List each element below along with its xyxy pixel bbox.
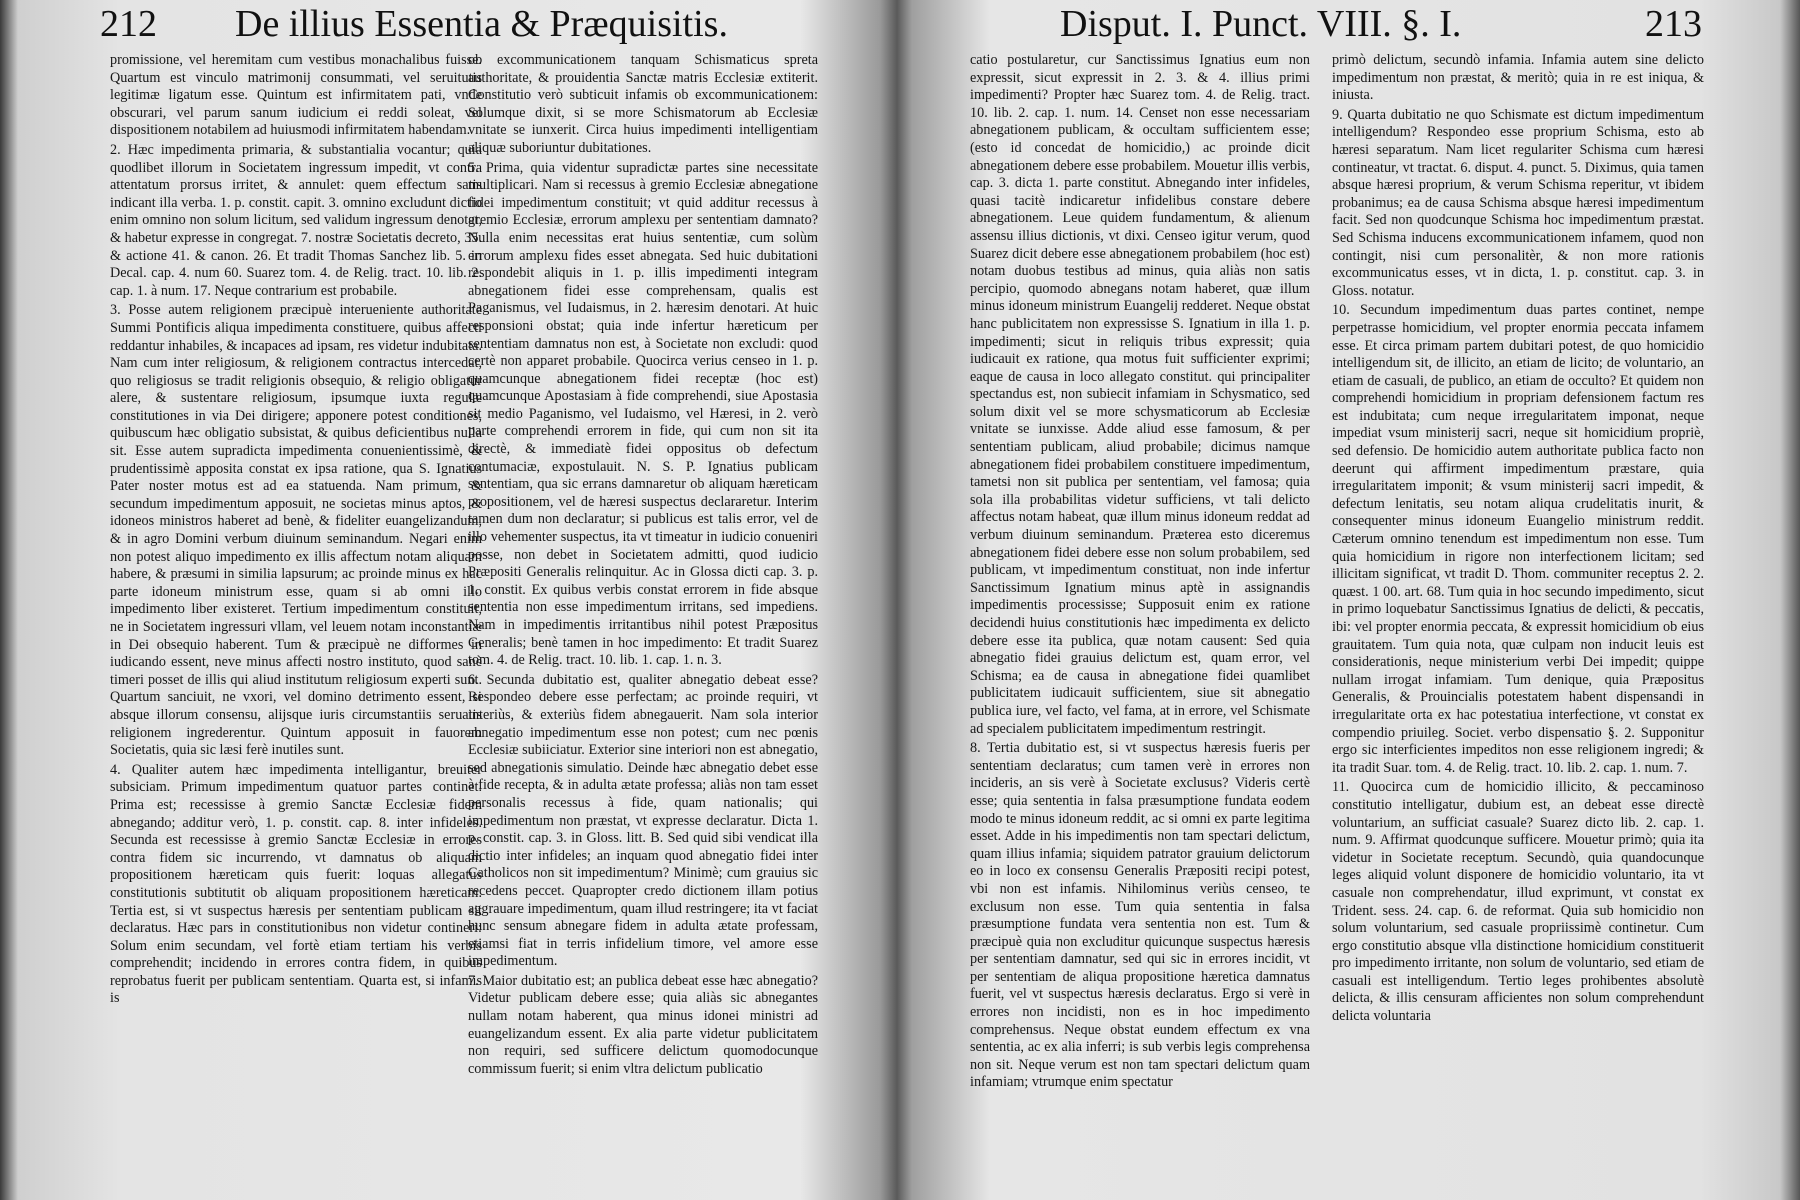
paragraph: 9. Quarta dubitatio ne quo Schismate est dictum impedimentum intelligendum? Respondeo esse proprium Schisma, esto ab hæresi separatum. Nam licet regulariter Schisma cum hæresi contineatur, vt tractat. 6. disput. 4. punct. 5. Diximus, quia tamen absque hæresi proprium, & verum Schisma reperitur, vt ibidem probanimus; ea de causa Schisma absque hæresi impedimentum facit. Sed non quodcunque Schisma hoc impedimentum præstat. Sed Schisma inducens excommunicationem infamem, quod non contingit, nisi cum personalitèr, & non more rationis excommunicatus esses, vt in dicta, 1. p. constitut. cap. 3. in Gloss. notatur.: [1332, 106, 1704, 299]
text-column-right: [468, 52, 818, 1190]
paragraph: 10. Secundum impedimentum duas partes continet, nempe perpetrasse homicidium, vel propter enormia peccata infamem esse. Et circa primam partem dubitari potest, de quo homicidio intelligendum sit, de illicito, an etiam de licito; de voluntario, an etiam de casuali, de publico, an etiam de occulto? Et quidem non comprehendi homicidium in propriam defensionem factum res est indubitata; cum neque irregularitatem imponat, neque impediat vsum ministerij sacri, neque sit homicidium propriè, sed defensio. De homicidio autem authoritate publica facto non deerunt qui affirment impedimentum præstare, quia irregularitatem imponit; & vsum ministerij sacri impedit, & defectum lenitatis, seu notam aliqua crudelitatis inurit, & consequenter minus idoneum Euangelio ministrum reddit. Cæterum omnino tenendum est impedimentum non esse. Tum quia homicidium in rigore non interfectionem licitam; sed illicitam significat, vt tradit D. Thom. communiter receptus 2. 2. quæst. 1 00. art. 68. Tum quia in hoc secundo impedimento, sicut in primo loquebatur Sanctissimus Ignatius de delicti, & peccatis, ibi: vel propter enormia peccata, & expressit homicidium ob eius grauitatem. Tum quia nota, quæ culpam non inducit leuis est considerationis, neque ministerium verbi Dei impedit; quippe nullam irrogat infamiam. Tum denique, quia Præpositus Generalis, & Prouincialis potestatem habent dispensandi in irregularitate orta ex hac potestatiua interfectione, vt constat ex compendio priuileg. Societ. verbo dispensatio §. 2. Supponitur ergo sic interficientes impeditos non esse religionem ingredi; & ita tradit Suar. tom. 4. de Relig. tract. 10. lib. 2. cap. 1. num. 7.: [1332, 302, 1704, 776]
paragraph: 7. Maior dubitatio est; an publica debeat esse hæc abnegatio? Videtur publicam debere esse; quia aliàs sic abnegantes nullam notam haberent, qua minus idonei ministri ad euangelizandum essent. Ex alia parte videtur publicitatem non requiri, sed sufficere delictum quomodocunque commissum fuerit; si enim vltra delictum publicatio: [468, 972, 818, 1077]
running-title: Disput. I. Punct. VIII. §. I.: [1060, 3, 1462, 45]
text-column-right: [1332, 52, 1704, 1190]
page-number: 213: [1645, 3, 1702, 45]
right-page: [900, 0, 1800, 1200]
page-number: 212: [100, 3, 157, 45]
paragraph: 8. Tertia dubitatio est, si vt suspectus hæresis fueris per sententiam declaratus; cum tamen verè in errores non incideris, an sis verè à Societate exclusus? Videris certè esse; quia sententia in falsa præsumptione fundata eodem modo te minus idoneum reddit, ac si omni ex parte legitima esset. Adde in his impedimentis non tam spectari delictum, quam illius infamia; siquidem patrator grauium delictorum eo in loco ex consensu Generalis Præpositi recipi potest, vbi non est infamis. Nihilominus veriùs censeo, te exclusum non esse. Tum quia sententia in falsa præsumptione fundata vera sententia non est. Tum & præcipuè quia non excluditur quicunque suspectus hæresis per sententiam damnatur, sed qui sic in errores incidit, vt per sententiam de aliqua propositione hæretica damnatus fuerit, vel vt suspectus hæresis declaratus. Ergo si verè in errores non incidisti, non es in hoc impedimento comprehensus. Neque obstat eundem effectum ex vna sententia, ac ex alia inferri; is sub verbis legis comprehensa non sit. Neque verum est non tam spectari delictum quam infamiam; vtrumque enim spectatur: [970, 740, 1310, 1091]
running-title: De illius Essentia & Præquisitis.: [235, 3, 728, 45]
paragraph: 2. Hæc impedimenta primaria, & substantialia vocantur; quia quodlibet illorum in Societatem ingressum impedit, vt contra attentatum prorsus irritet, & annulet: quem effectum satis indicant illa verba. 1. p. constit. capit. 3. omnino excludunt dictio enim omnino non solum licitum, sed validum ingressum denotat, & habetur expresse in congregat. 7. nostræ Societatis decreto, 35. & actione 41. & canon. 26. Et tradit Thomas Sanchez lib. 5. in Decal. cap. 4. num 60. Suarez tom. 4. de Relig. tract. 10. lib. 2. cap. 1. à num. 17. Neque contrarium est probabile.: [110, 141, 482, 299]
paragraph: promissione, vel heremitam cum vestibus monachalibus fuisse. Quartum est vinculo matrimonij consummati, vel seruitutis legitimæ ligatum esse. Quintum est infirmitatem pati, vnde obscurari, vel parum sanum iudicium ei reddi soleat, vel dispositionem notabilem ad huiusmodi infirmitatem habendam.: [110, 52, 482, 139]
paragraph: 4. Qualiter autem hæc impedimenta intelligantur, breuiter subsiciam. Primum impedimentum quatuor partes continet. Prima est; recessisse à gremio Sanctæ Ecclesiæ fidem abnegando; additur verò, 1. p. constit. cap. 8. inter infideles. Secunda est recessisse à gremio Sanctæ Ecclesiæ in errores contra fidem sic incurrendo, vt damnatus ob aliquam propositionem hæreticam quis fuerit: loquas allegatus constitutionis subtitutit ob aliquam propositionem hæreticam. Tertia est, si vt suspectus hæresis per sententiam publicam sit declaratus. Hæc pars in constitutionibus non videtur contineri: Solum enim secundam, vel fortè etiam tertiam his verbis comprehendit; incidendo in errores contra fidem, in quibus reprobatus fuerit per publicam sententiam. Quarta est, si infamis is: [110, 761, 482, 1007]
paragraph: catio postularetur, cur Sanctissimus Ignatius eum non expressit, sicut expressit in 2. 3. & 4. illius primi impedimenti? Propter hæc Suarez tom. 4. de Relig. tract. 10. lib. 2. cap. 1. num. 14. Censet non esse necessariam abnegationem publicam, & occultam sufficientem esse; (esto id concedat de homicidio,) ac proinde dicit abnegationem debere esse probabilem. Mouetur illis verbis, cap. 3. dicta 1. parte constitut. Abnegando inter infideles, quasi tacitè indicaretur infidelibus constare debere abnegationem. Leue quidem fundamentum, & alienum assensu illius dictionis, vt dixi. Censeo igitur verum, quod Suarez dicit debere esse abnegationem probabilem (hoc est) notam duobus testibus ad minus, quia aliàs non satis percipio, quomodo abnegans notam haberet, quæ illum minus idoneum ministrum Euangelij redderet. Neque obstat hanc publicitatem non expressisse S. Ignatium in illa 1. p. impedimenti; sicut in reliquis tribus expressit; quia iudicauit ex ratione, qua motus fuit sufficienter exprimi; eaque de causa in loco allegato constitut. qui principaliter spectandus est, non subiecit infamiam in Schysmatico, sed solum dixit vel se more schysmaticorum ab Ecclesiæ vnitate se iunxisse. Adde aliud esse famosum, & per sententiam publicam, aliud probabile; dicimus namque abnegationem fidei probabilem constituere impedimentum, tametsi non sit publica per sententiam, vel famosa; quia sola illa probabilitas videtur sufficiens, vt tali delicto affectus notam habeat, quæ illum minus idoneum reddat ad verbum diuinum seminandum. Præterea esto diceremus abnegationem fidei debere esse non solum probabilem, sed publicam, vt impedimentum constituat, non inde infertur Sanctissimum Ignatium minus aptè in assignandis impedimentis processisse; Supposuit enim ex ratione decidendi huius constitutionis hæc impedimenta ex delicto debere esse ita publica, quæ notam causent: Sed quia abnegatio fidei grauius delictum est, quam error, vel Schisma; ea de causa in abnegatione fidei quamlibet publicitatem iudicauit sufficientem, siue sit abnegatio publica iure, vel facto, vel fama, at in errore, vel Schismate ad specialem publicitatem impedimentum restringit.: [970, 52, 1310, 737]
paragraph: primò delictum, secundò infamia. Infamia autem sine delicto impedimentum non præstat, & meritò; quia in re est iniqua, & iniusta.: [1332, 52, 1704, 104]
paragraph: ob excommunicationem tanquam Schismaticus spreta authoritate, & prouidentia Sanctæ matris Ecclesiæ extiterit. Constitutio verò subticuit infamis ob excommunicationem: Solumque dixit, si se more Schismatorum ab Ecclesiæ vnitate se iunxerit. Circa huius impedimenti intelligentiam aliquæ suboriuntur dubitationes.: [468, 52, 818, 156]
paragraph: 5. Prima, quia videntur supradictæ partes sine necessitate multiplicari. Nam si recessus à gremio Ecclesiæ abnegatione fidei impedimentum constituit; vt quid additur recessus à gremio Ecclesiæ, errorum amplexu per sententiam damnato? Nulla enim necessitas erat huius sententiæ, cum solùm errorum amplexu fides esset abnegata. Sed huic dubitationi respondebit aliquis in 1. p. illis impedimenti integram abnegationem fidei esse comprehensam, qualis est Paganismus, vel Iudaismus, in 2. hæresim denotari. At huic responsioni obstat; quia inde infertur hæreticum per sententiam damnatus non est, à Societate non excludi: quod certè non apparet probabile. Quocirca verius censeo in 1. p. quamcunque abnegationem fidei receptæ (hoc est) quamcunque Apostasiam à fide comprehendi, siue Apostasia sit medio Paganismo, vel Iudaismo, vel Hæresi, in 2. verò parte comprehendi errorem in fide, qui cum non sit ita directè, & immediatè fidei oppositus ob defectum contumaciæ, expostulauit. N. S. P. Ignatius publicam sententiam, qua sic errans damnaretur ob aliquam hæreticam propositionem, vel de hæresi suspectus declararetur. Interim tamen dum non declaratur; si publicus est talis error, vel de illo vehementer suspectus, ita vt timeatur in iudicio conueniri posse, non debet in Societatem admitti, quod iudicio Præpositi Generalis relinquitur. Ac in Glossa dicti cap. 3. p. 1. constit. Ex quibus verbis constat errorem in fide absque sententia non esse impedimentum irritans, sed impediens. Nam in impedimentis irritantibus nihil potest Præpositus Generalis; benè tamen in hoc impedimento: Et tradit Suarez tom. 4. de Relig. tract. 10. lib. 1. cap. 1. n. 3.: [468, 159, 818, 669]
paragraph: 3. Posse autem religionem præcipuè interueniente authoritate Summi Pontificis aliqua impedimenta constituere, quibus affecti reddantur inhabiles, & incapaces ad ipsam, res videtur indubitata. Nam cum inter religiosum, & religionem contractus intercedat, quo religiosus se tradit religionis obsequio, & religio obligatur alere, & sustentare religiosum, ipsumque iuxta regulæ constitutiones in via Dei dirigere; apponere potest conditiones, quibuscum hæc obligatio subsistat, & quibus deficientibus nulla sit. Esse autem supradicta impedimenta conuenientissimè, & prudentissimè apposita constat ex ipsa ratione, qua S. Ignatius Pater noster motus est ad ea statuenda. Nam primum, & secundum impedimentum apposuit, ne societas minus aptos, & idoneos ministros haberet ad benè, & fideliter euangelizandum, & in agro Domini verbum diuinum seminandum. Negari enim non potest aliquo impedimento ex illis affectum notam aliquam habere, & præsumi in similia lapsurum; ac proinde minus ex hac parte idoneum ministrum esse, quam si ab omni illo impedimento liber existeret. Tertium impedimentum constituit, ne in Societatem ingressuri vllam, vel leuem notam inconstantiæ in Dei obsequio haberent. Tum & præcipuè ne difformes in iudicando essent, neve minus affecti nostro instituto, quod sanè timeri posset de illis qui aliud institutum religiosum experti sunt. Quartum sanciuit, ne vxori, vel domino detrimento essent, si absque illorum consensu, alijsque iuris circumstantiis seruatis religionem ingrederentur. Quintum apposuit in fauorem Societatis, quia sic læsi ferè inutiles sunt.: [110, 302, 482, 759]
paragraph: 6. Secunda dubitatio est, qualiter abnegatio debeat esse? Respondeo debere esse perfectam; ac proinde requiri, vt interiùs, & exteriùs fidem abnegauerit. Nam sola interior abnegatio impedimentum esse non potest; cum nec pœnis Ecclesiæ subiiciatur. Exterior sine interiori non est abnegatio, sed abnegationis simulatio. Deinde hæc abnegatio debet esse à fide recepta, & in adulta ætate professa; aliàs non tam esset personalis recessus à fide, quam nationalis; qui impedimentum non præstat, vt expresse declaratur. Dicta 1. p. constit. cap. 3. in Gloss. litt. B. Sed quid sibi vendicat illa dictio inter infideles; an inquam quod abnegatio fidei inter Catholicos non sit impedimentum? Minimè; cum grauius sic recedens peccet. Quapropter credo dictionem illam potius aggrauare impedimentum, quam illud restringere; ita vt faciat hunc sensum abnegare fidem in adulta ætate professam, etiamsi fiat in terris infidelium timore, vel amore esse impedimentum.: [468, 671, 818, 970]
text-column-left: [110, 52, 482, 1190]
paragraph: 11. Quocirca cum de homicidio illicito, & peccaminoso constitutio intelligatur, dubium est, an debeat esse directè voluntarium, an sufficiat casuale? Suarez dicto lib. 2. cap. 1. num. 9. Affirmat quodcunque sufficere. Mouetur primò; quia ita videtur in Societate receptum. Secundò, quia quandocunque leges aliquid volunt disponere de homicidio voluntario, ita vt casuale non comprehendatur, illud exprimunt, vt constat ex Trident. sess. 24. cap. 6. de reformat. Quia sub homicidio non solum voluntarium, sed casuale propriissimè continetur. Cum ergo constitutio absque vlla distinctione homicidium constituerit pro impedimento irritante, non solum de voluntario, sed etiam de casuali est intelligendum. Tertio leges prohibentes absolutè delicta, & illis censuram afficientes non solum comprehendunt delicta voluntaria: [1332, 779, 1704, 1025]
text-column-left: [970, 52, 1310, 1190]
